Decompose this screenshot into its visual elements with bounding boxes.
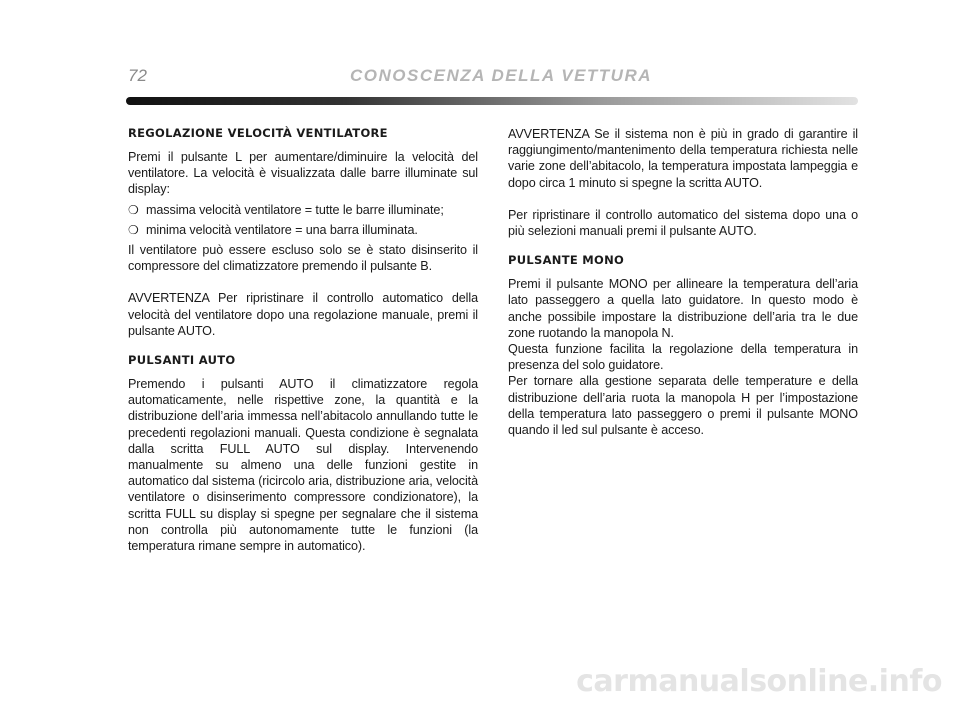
mono-paragraph-3: Per tornare alla gestione separata delle temperature e della distribuzione dell’aria ruota la manopola H per l’impostazione della temperatura lato passeggero o premi il pulsante MONO quando il led sul pulsante è acceso. — [508, 374, 858, 438]
fan-warning: AVVERTENZA Per ripristinare il controllo automatico della velocità del ventilatore dopo una regolazione manuale, premi il pulsante AUTO. — [128, 291, 478, 338]
auto-buttons-heading: PULSANTI AUTO — [128, 353, 236, 368]
mono-paragraph-1: Premi il pulsante MONO per allineare la temperatura dell’aria lato passeggero a quella lato guidatore. In questo modo è anche possibile impostare la distribuzione dell’aria tra le due zone ruotando la manopola N. — [508, 277, 858, 340]
watermark: carmanualsonline.info — [576, 664, 942, 699]
auto-restore: Per ripristinare il controllo automatico del sistema dopo una o più selezioni manuali premi il pulsante AUTO. — [508, 207, 858, 239]
bullet-text: minima velocità ventilatore = una barra illuminata. — [146, 222, 418, 237]
header-divider — [126, 97, 858, 105]
page-number: 72 — [128, 66, 147, 85]
fan-note: Il ventilatore può essere escluso solo se è stato disinserito il compressore del climatizzatore premendo il pulsante B. — [128, 243, 478, 274]
fan-speed-intro: Premi il pulsante L per aumentare/diminuire la velocità del ventilatore. La velocità è visualizzata dalle barre illuminate sul display: — [128, 150, 478, 197]
left-column — [128, 126, 478, 554]
mono-paragraph-2: Questa funzione facilita la regolazione della temperatura in presenza del solo guidatore. — [508, 342, 858, 373]
mono-heading: PULSANTE MONO — [508, 253, 625, 268]
bullet-circle-icon: ❍ — [128, 202, 139, 217]
right-column — [508, 126, 858, 438]
list-item — [128, 222, 478, 238]
bullet-circle-icon: ❍ — [128, 222, 139, 237]
auto-buttons-body: Premendo i pulsanti AUTO il climatizzatore regola automaticamente, nelle rispettive zone, la quantità e la distribuzione dell’aria immessa nell’abitacolo annullando tutte le precedenti regolazioni manuali. Questa condizione è segnalata dalla scritta FULL AUTO sul display. Intervenendo manualmente su almeno una delle funzioni gestite in automatico dal sistema (ricircolo aria, distribuzione aria, velocità ventilatore o disinserimento compressore condizionatore), la scritta FULL su display si spegne per segnalare che il sistema non controlla più autonomamente tutte le funzioni (la temperatura rimane sempre in automatico). — [128, 377, 478, 554]
fan-speed-heading: REGOLAZIONE VELOCITÀ VENTILATORE — [128, 126, 388, 140]
list-item — [128, 202, 478, 218]
auto-warning: AVVERTENZA Se il sistema non è più in grado di garantire il raggiungimento/mantenimento della temperatura richiesta nelle varie zone dell’abitacolo, la temperatura impostata lampeggia e dopo circa 1 minuto si spegne la scritta AUTO. — [508, 127, 858, 190]
bullet-text: massima velocità ventilatore = tutte le barre illuminate; — [146, 202, 444, 217]
section-title: CONOSCENZA DELLA VETTURA — [350, 66, 653, 85]
